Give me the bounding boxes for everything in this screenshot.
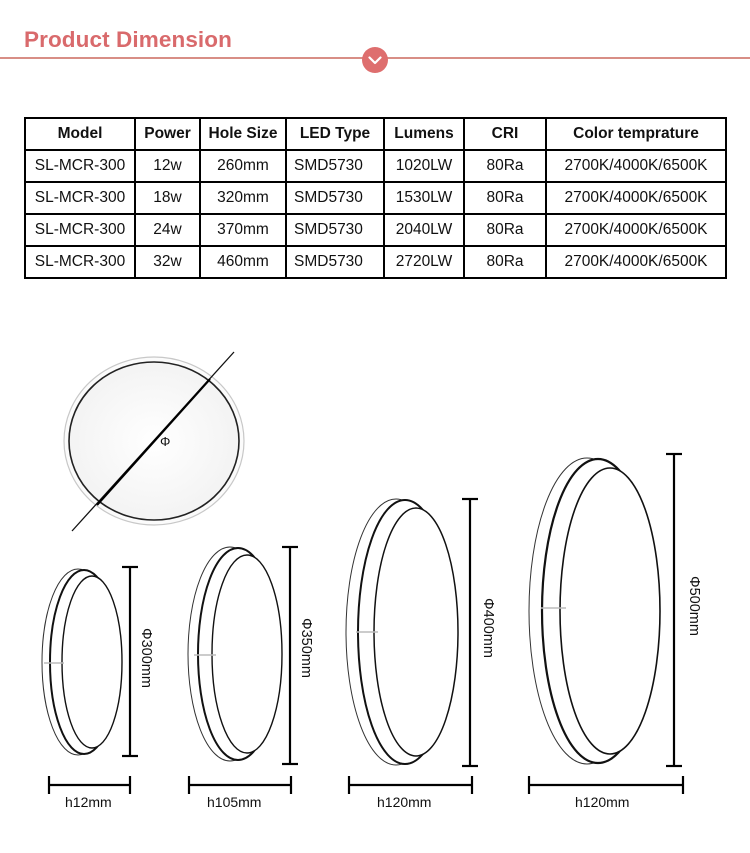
height-label-4: h120mm — [575, 794, 630, 810]
cell-led-type: SMD5730 — [286, 150, 384, 182]
col-header-led-type: LED Type — [286, 118, 384, 150]
side-view-lamp-1 — [42, 567, 138, 794]
cell-lumens: 2040LW — [384, 214, 464, 246]
height-label-2: h105mm — [207, 794, 262, 810]
cell-model: SL-MCR-300 — [25, 214, 135, 246]
cell-led-type: SMD5730 — [286, 182, 384, 214]
col-header-model: Model — [25, 118, 135, 150]
cell-lumens: 2720LW — [384, 246, 464, 278]
cell-hole-size: 370mm — [200, 214, 286, 246]
cell-color-temperature: 2700K/4000K/6500K — [546, 246, 726, 278]
cell-hole-size: 260mm — [200, 150, 286, 182]
cell-color-temperature: 2700K/4000K/6500K — [546, 150, 726, 182]
col-header-color-temperature: Color temprature — [546, 118, 726, 150]
top-view-lamp-drawing — [64, 352, 244, 531]
cell-cri: 80Ra — [464, 150, 546, 182]
cell-led-type: SMD5730 — [286, 246, 384, 278]
cell-color-temperature: 2700K/4000K/6500K — [546, 214, 726, 246]
page-title: Product Dimension — [24, 27, 232, 52]
height-label-3: h120mm — [377, 794, 432, 810]
cell-led-type: SMD5730 — [286, 214, 384, 246]
diameter-label-1: Φ300mm — [138, 628, 154, 688]
cell-color-temperature: 2700K/4000K/6500K — [546, 182, 726, 214]
cell-model: SL-MCR-300 — [25, 150, 135, 182]
cell-hole-size: 460mm — [200, 246, 286, 278]
cell-cri: 80Ra — [464, 182, 546, 214]
col-header-lumens: Lumens — [384, 118, 464, 150]
diameter-label-2: Φ350mm — [298, 618, 314, 678]
diameter-label-3: Φ400mm — [480, 598, 496, 658]
cell-lumens: 1020LW — [384, 150, 464, 182]
col-header-cri: CRI — [464, 118, 546, 150]
side-view-lamp-3 — [346, 499, 478, 794]
diameter-label-4: Φ500mm — [686, 576, 702, 636]
cell-power: 24w — [135, 214, 200, 246]
cell-model: SL-MCR-300 — [25, 246, 135, 278]
cell-power: 12w — [135, 150, 200, 182]
cell-power: 18w — [135, 182, 200, 214]
cell-cri: 80Ra — [464, 246, 546, 278]
col-header-hole-size: Hole Size — [200, 118, 286, 150]
cell-hole-size: 320mm — [200, 182, 286, 214]
col-header-power: Power — [135, 118, 200, 150]
cell-model: SL-MCR-300 — [25, 182, 135, 214]
diameter-symbol: Φ — [160, 434, 171, 449]
cell-lumens: 1530LW — [384, 182, 464, 214]
side-view-lamp-4 — [529, 454, 683, 794]
cell-cri: 80Ra — [464, 214, 546, 246]
height-label-1: h12mm — [65, 794, 112, 810]
cell-power: 32w — [135, 246, 200, 278]
side-view-lamp-2 — [188, 547, 298, 794]
